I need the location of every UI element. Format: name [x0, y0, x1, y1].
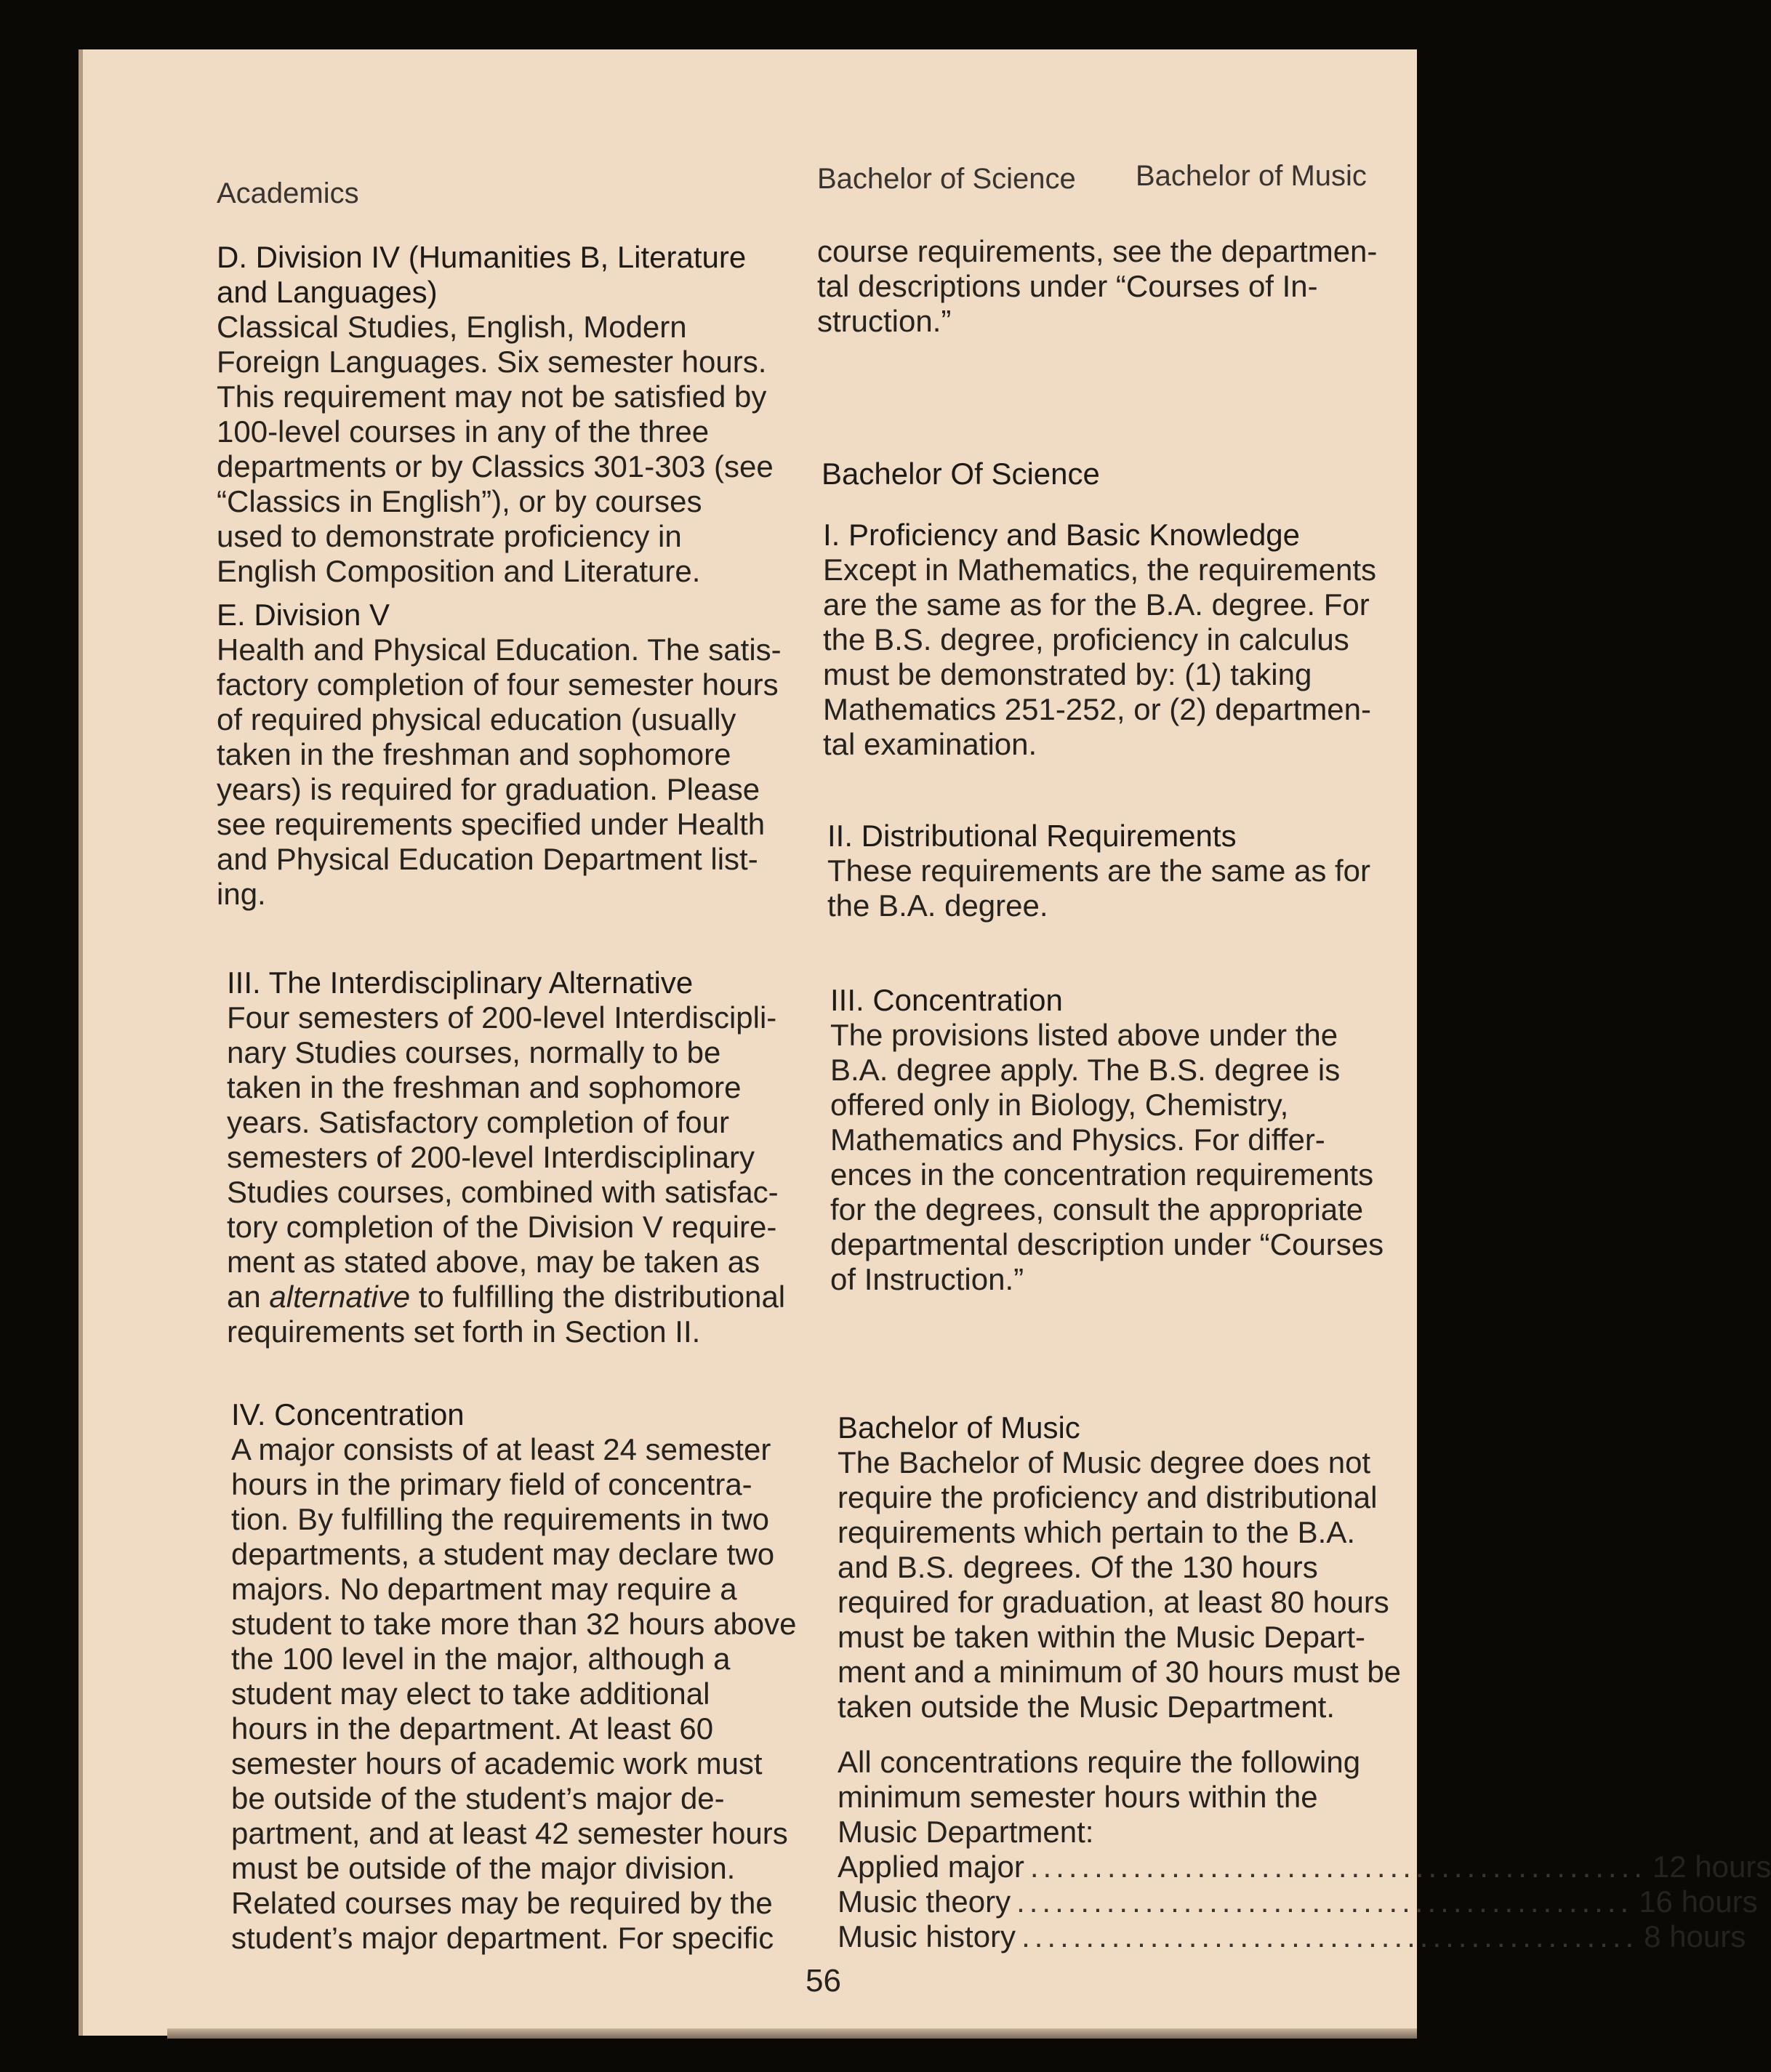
text-line: student to take more than 32 hours above: [231, 1607, 797, 1641]
division-iv-heading-line1: D. Division IV (Humanities B, Literature: [217, 240, 747, 274]
concentration-heading: IV. Concentration: [231, 1397, 465, 1431]
text-line: ment and a minimum of 30 hours must be: [838, 1655, 1402, 1689]
hours-row: [838, 1919, 1746, 1954]
hours-row-label: Applied major: [838, 1850, 1024, 1884]
music-hours-table: [838, 1850, 1771, 1954]
bs-distributional-section: [827, 819, 1409, 923]
page-number: 56: [806, 1963, 841, 1999]
text-line: years. Satisfactory completion of four: [227, 1105, 729, 1139]
text-line: course requirements, see the departmen-: [817, 234, 1378, 268]
text-line: [227, 1280, 830, 1314]
text-line: required for graduation, at least 80 hours: [838, 1585, 1389, 1619]
running-head-left: Academics: [217, 177, 359, 209]
text-line: hours in the department. At least 60: [231, 1711, 714, 1746]
text-line: must be taken within the Music Depart-: [838, 1620, 1365, 1654]
hours-row-label: Music history: [838, 1919, 1016, 1953]
text-line: must be outside of the major division.: [231, 1851, 736, 1885]
text-line: semester hours of academic work must: [231, 1746, 763, 1780]
text-line: the B.A. degree.: [827, 888, 1048, 923]
left-column-sec3: [227, 965, 830, 1349]
text-line: Mathematics 251-252, or (2) departmen-: [823, 692, 1372, 726]
text-line: offered only in Biology, Chemistry,: [830, 1088, 1289, 1122]
text-line: ing.: [217, 877, 266, 911]
text-line: semesters of 200-level Interdisciplinary: [227, 1140, 755, 1174]
text-line: student’s major department. For specific: [231, 1921, 774, 1955]
right-column-continuation: [817, 234, 1399, 339]
text-line: Health and Physical Education. The satis-: [217, 633, 782, 667]
text-line: The provisions listed above under the: [830, 1018, 1338, 1052]
bs-concentration-body: [830, 1018, 1412, 1297]
text-line: for the degrees, consult the appropriate: [830, 1192, 1364, 1226]
text-line: require the proficiency and distributional: [838, 1480, 1378, 1514]
concentration-body: [231, 1432, 842, 1956]
bachelor-of-science-title: Bachelor Of Science: [822, 457, 1100, 491]
hours-row: [838, 1850, 1771, 1884]
text-line: taken in the freshman and sophomore: [227, 1070, 742, 1104]
text-line: tion. By fulfilling the requirements in two: [231, 1502, 770, 1536]
dot-leader: ................................................: [1021, 1919, 1639, 1953]
division-v-heading: E. Division V: [217, 598, 390, 632]
text-line: departments or by Classics 301-303 (see: [217, 449, 774, 483]
bachelor-of-music-title: Bachelor of Music: [838, 1410, 1080, 1445]
text-line: tory completion of the Division V require-: [227, 1210, 777, 1244]
text-line: Music Department:: [838, 1815, 1094, 1849]
emphasis-text: alternative: [269, 1280, 411, 1314]
left-column: [217, 240, 827, 912]
text-line: minimum semester hours within the: [838, 1780, 1318, 1814]
text-line: This requirement may not be satisfied by: [217, 380, 767, 414]
running-head-right-bs: Bachelor of Science: [817, 163, 1076, 195]
bs-concentration-heading: III. Concentration: [830, 983, 1063, 1017]
text-line: “Classics in English”), or by courses: [217, 484, 702, 518]
text-line: B.A. degree apply. The B.S. degree is: [830, 1053, 1341, 1087]
text-line: Except in Mathematics, the requirements: [823, 553, 1377, 587]
text-line: and B.S. degrees. Of the 130 hours: [838, 1550, 1318, 1584]
text-line: hours in the primary field of concentra-: [231, 1467, 752, 1501]
text-line: Mathematics and Physics. For differ-: [830, 1123, 1325, 1157]
bs-proficiency-heading: I. Proficiency and Basic Knowledge: [823, 518, 1301, 552]
text-line: used to demonstrate proficiency in: [217, 519, 682, 553]
text-line: A major consists of at least 24 semester: [231, 1432, 771, 1466]
text-line: tal examination.: [823, 727, 1037, 761]
text-line: All concentrations require the following: [838, 1745, 1361, 1779]
text-line: Foreign Languages. Six semester hours.: [217, 345, 767, 379]
text-line: see requirements specified under Health: [217, 807, 766, 841]
dot-leader: ................................................: [1029, 1850, 1647, 1884]
text-line: Studies courses, combined with satisfac-: [227, 1175, 779, 1209]
text-line: Related courses may be required by the: [231, 1886, 773, 1920]
text-line: struction.”: [817, 304, 952, 338]
text-line: taken outside the Music Department.: [838, 1690, 1336, 1724]
text-fragment: to fulfilling the distributional: [410, 1280, 786, 1314]
text-line: English Composition and Literature.: [217, 554, 701, 588]
text-line: Classical Studies, English, Modern: [217, 310, 687, 344]
text-fragment: an: [227, 1280, 270, 1314]
hours-row-value: 12 hours: [1652, 1850, 1771, 1884]
bs-distributional-body: [827, 854, 1409, 923]
page-bottom-edge: [167, 2028, 1417, 2039]
text-line: These requirements are the same as for: [827, 854, 1371, 888]
text-line: years) is required for graduation. Please: [217, 772, 760, 806]
text-line: taken in the freshman and sophomore: [217, 737, 731, 771]
text-line: departmental description under “Courses: [830, 1227, 1384, 1261]
text-line: majors. No department may require a: [231, 1572, 737, 1606]
bs-proficiency-section: [823, 518, 1405, 762]
text-line: requirements which pertain to the B.A.: [838, 1515, 1356, 1549]
bs-proficiency-body: [823, 553, 1405, 762]
text-line: student may elect to take additional: [231, 1677, 710, 1711]
text-line: Four semesters of 200-level Interdiscipli-: [227, 1000, 777, 1035]
running-head-right-bm: Bachelor of Music: [1136, 160, 1367, 192]
left-column-sec4: [231, 1397, 842, 1956]
bachelor-of-music-section: [838, 1410, 1771, 1954]
text-line: be outside of the student’s major de-: [231, 1781, 725, 1815]
text-line: departments, a student may declare two: [231, 1537, 775, 1571]
division-v-body: [217, 633, 827, 912]
text-line: of Instruction.”: [830, 1262, 1024, 1296]
text-line: partment, and at least 42 semester hours: [231, 1816, 788, 1850]
division-iv-heading: [217, 240, 827, 310]
text-line: are the same as for the B.A. degree. For: [823, 587, 1370, 622]
text-line: requirements set forth in Section II.: [227, 1314, 701, 1349]
division-iv-body: [217, 310, 827, 589]
text-line: 100-level courses in any of the three: [217, 414, 710, 449]
music-concentration-intro: [838, 1745, 1412, 1850]
interdisciplinary-body: [227, 1000, 830, 1349]
text-line: must be demonstrated by: (1) taking: [823, 657, 1312, 691]
text-line: nary Studies courses, normally to be: [227, 1035, 721, 1069]
bs-distributional-heading: II. Distributional Requirements: [827, 819, 1237, 853]
hours-row-label: Music theory: [838, 1884, 1011, 1919]
text-line: factory completion of four semester hours: [217, 667, 779, 702]
bachelor-of-music-body: [838, 1445, 1412, 1724]
text-line: tal descriptions under “Courses of In-: [817, 269, 1318, 303]
division-iv-heading-line2: and Languages): [217, 275, 438, 309]
text-line: the B.S. degree, proficiency in calculus: [823, 622, 1349, 656]
text-line: the 100 level in the major, although a: [231, 1642, 731, 1676]
text-line: and Physical Education Department list-: [217, 842, 758, 876]
text-line: The Bachelor of Music degree does not: [838, 1445, 1371, 1479]
text-line: of required physical education (usually: [217, 702, 736, 736]
dot-leader: ................................................: [1016, 1884, 1634, 1919]
text-line: ences in the concentration requirements: [830, 1157, 1374, 1192]
hours-row-value: 16 hours: [1639, 1884, 1758, 1919]
bs-concentration-section: [830, 983, 1412, 1297]
interdisciplinary-heading: III. The Interdisciplinary Alternative: [227, 965, 694, 1000]
hours-row: [838, 1884, 1758, 1919]
text-line: ment as stated above, may be taken as: [227, 1245, 760, 1279]
hours-row-value: 8 hours: [1644, 1919, 1746, 1953]
